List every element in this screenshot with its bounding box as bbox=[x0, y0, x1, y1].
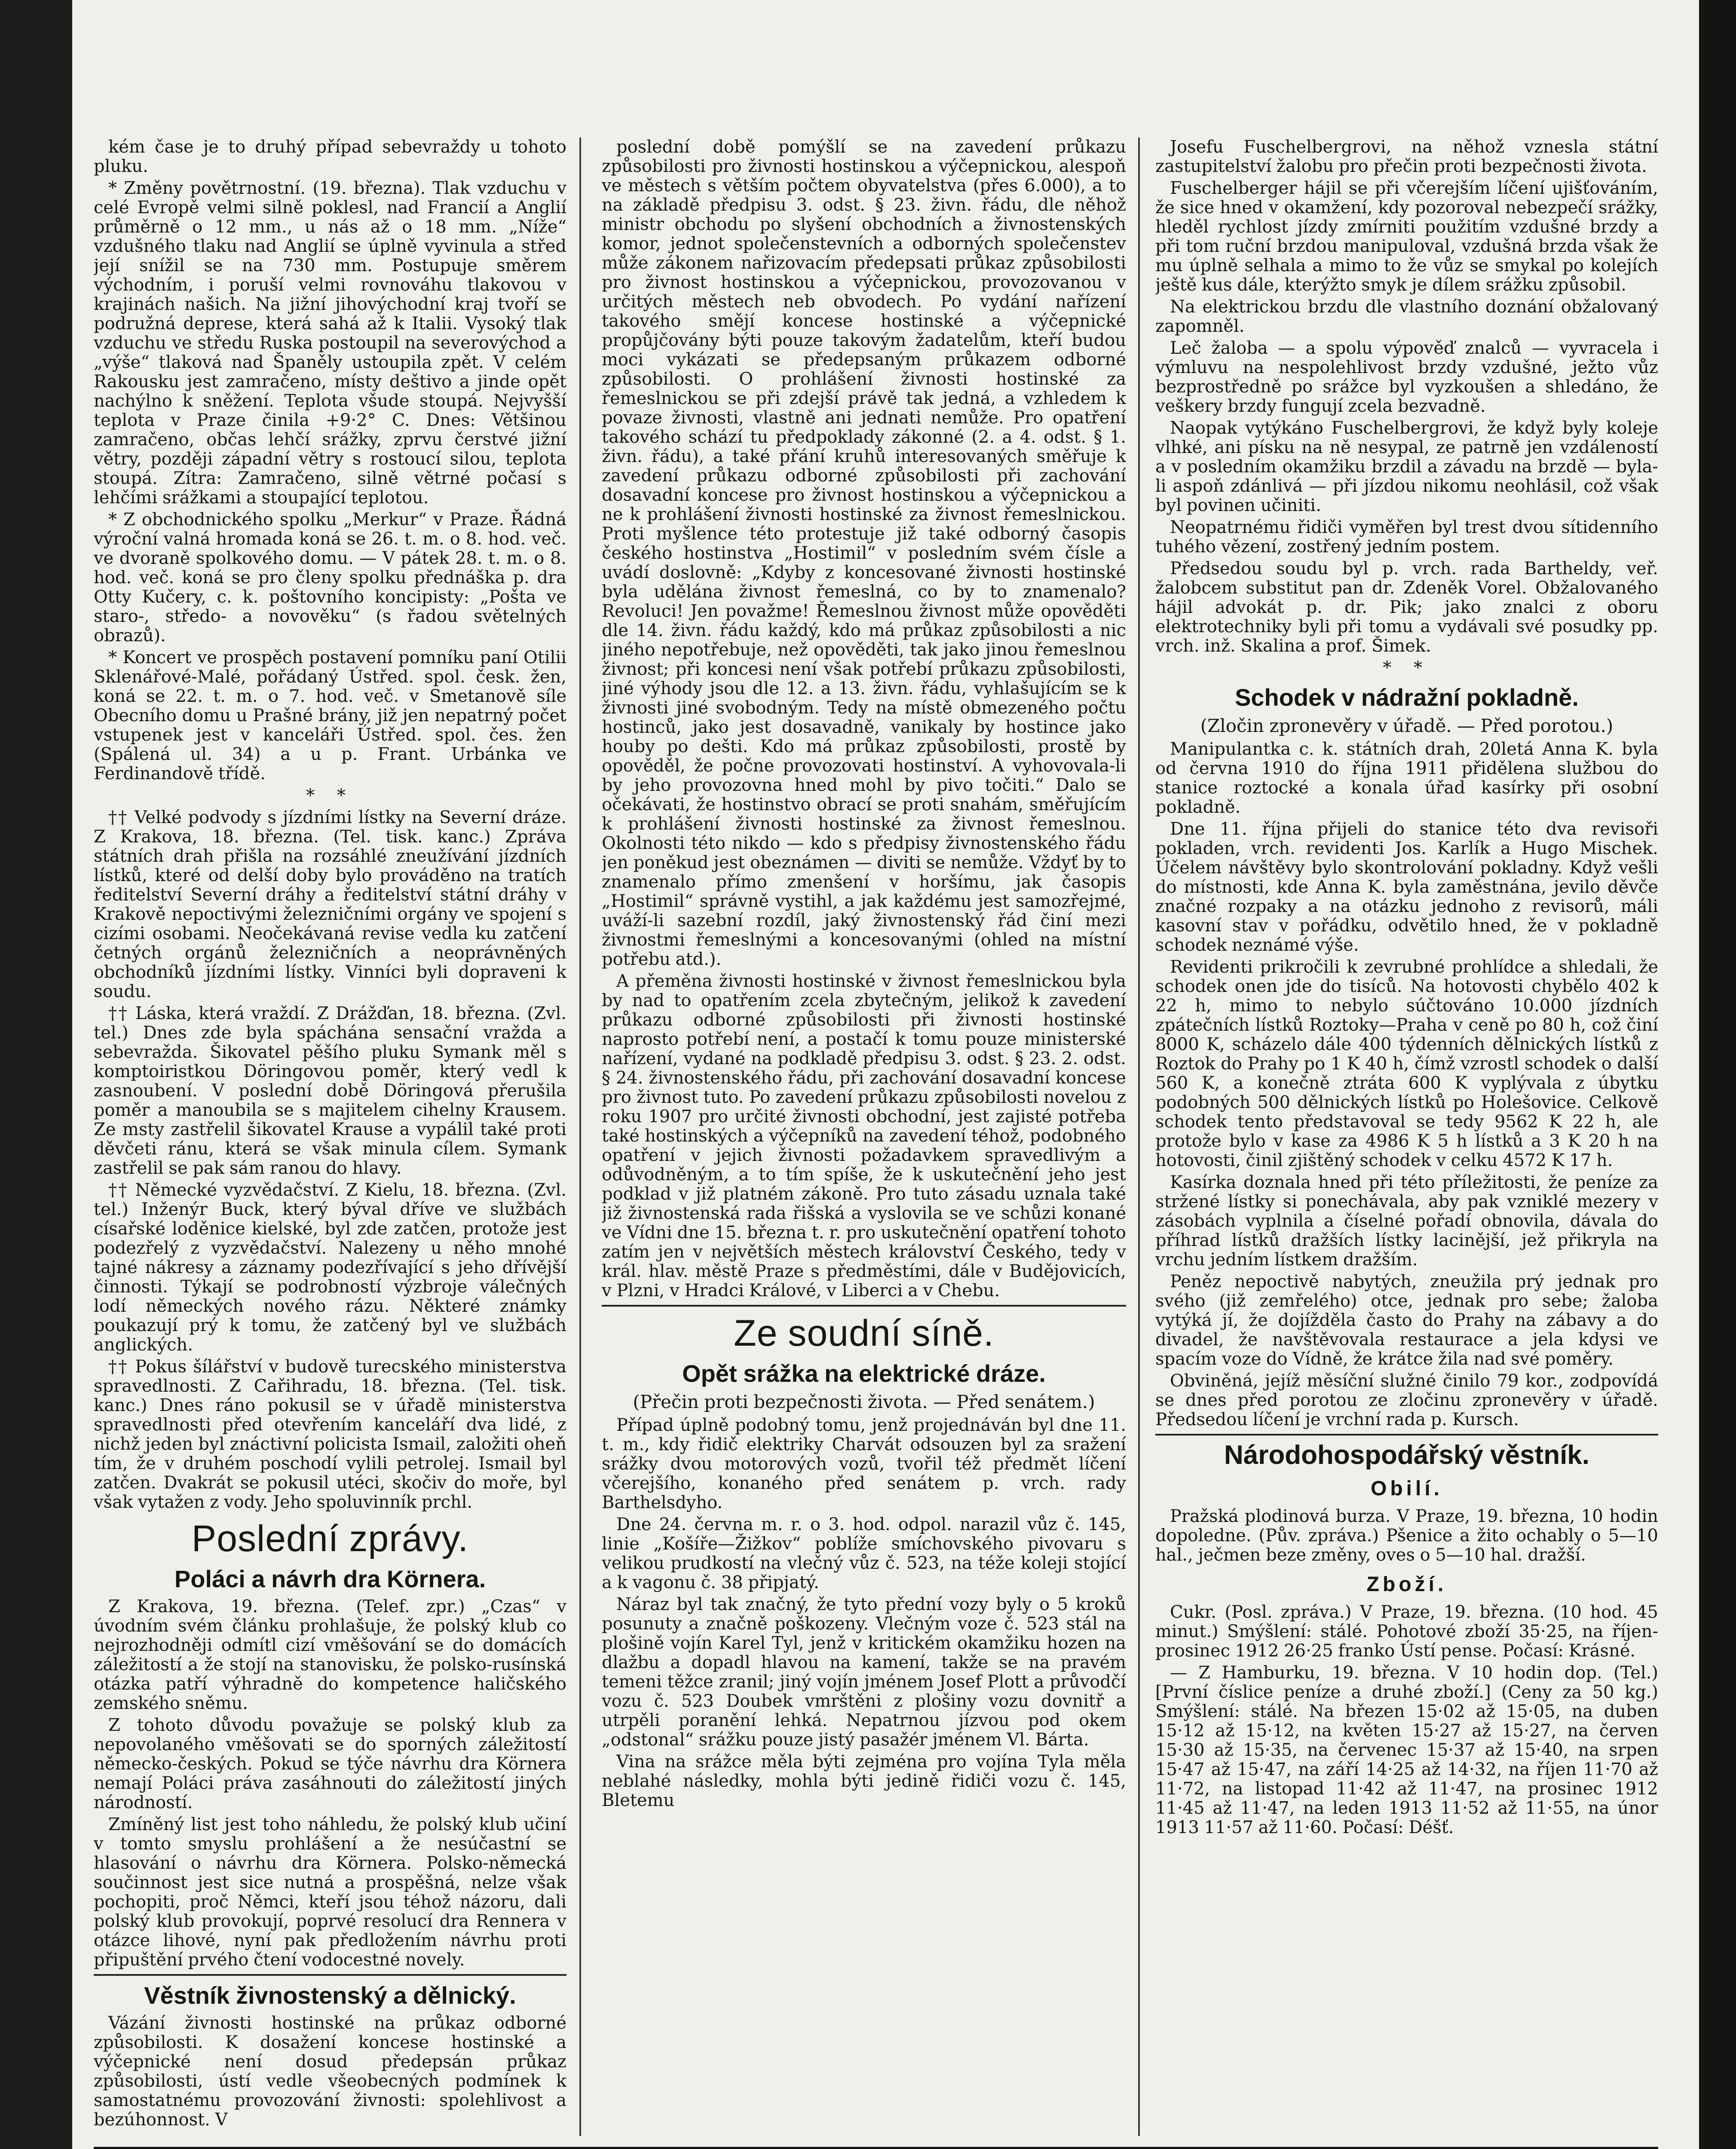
scan-edge bbox=[1699, 0, 1736, 2149]
article-istanbul: †† Pokus šílářství v budově turecského ministerstva spravedlnosti. Z Cařihradu, 18. března. (Tel. tisk. kanc.) Dnes ráno pokusil se v úřadě ministerstva spravedlnosti před otevřením kanceláří dva lidé, z nichž jeden byl znáctivní policista Ismail, založiti oheň tím, že v druhém poschodí vylili petrolej. Ismail byl zatčen. Dvakrát se pokusil utéci, skočiv do moře, byl však vytažen z vody. Jeho spoluvinník prchl. bbox=[94, 1357, 566, 1512]
newspaper-page bbox=[72, 0, 1699, 2149]
column-right bbox=[1155, 138, 1658, 2136]
heading-zbozi: Zboží. bbox=[1366, 1573, 1447, 1596]
heading-vestnik: Věstník živnostenský a dělnický. bbox=[144, 1982, 516, 2009]
article-text: kém čase je to druhý případ sebevraždy u tohoto pluku. bbox=[94, 138, 566, 176]
column-middle bbox=[602, 138, 1126, 2136]
heading-schodek: Schodek v nádražní pokladně. bbox=[1235, 684, 1579, 711]
article-text: Revidenti prikročili k zevrubné prohlídce a shledali, že schodek onen jde do tisíců. Na hotovosti chybělo 402 k 22 h, mimo to nebylo súčtováno 10.000 jízdních zpátečních lístků Roztoky—Praha v ceně po 80 h, což činí 8000 K, scházelo dále 400 týdenních dělnických lístků z Roztok do Prahy po 1 K 40 h, čímž vzrostl schodek o další 560 K, a konečně ztráta 600 K vyplývala z úbytku podobných 500 dělnických lístků po Holešovice. Celkově schodek tento představoval se tedy 9562 K 22 h, ale protože bylo v kase za 4986 K 5 h lístků a 3 K 20 h na hotovosti, činil zjištěný schodek v celku 4572 K 17 h. bbox=[1155, 957, 1658, 1170]
article-text: — Z Hamburku, 19. března. V 10 hodin dop. (Tel.) [První číslice peníze a druhé zboží.] (Ceny za 50 kg.) Smýšlení: stálé. Na březen 15·02 až 15·05, na duben 15·12 až 15·12, na květen 15·27 až 15·27, na červen 15·30 až 15·35, na červenec 15·37 až 15·40, na srpen 15·47 až 15·47, na září 14·25 až 14·32, na říjen 11·70 až 11·72, na listopad 11·42 až 11·47, na prosinec 1912 11·45 až 11·47, na leden 1913 11·52 až 11·55, na únor 1913 11·57 až 11·60. Počasí: Déšť. bbox=[1155, 1663, 1658, 1837]
article-text: Dne 24. června m. r. o 3. hod. odpol. narazil vůz č. 145, linie „Košíře—Žižkov“ poblíže smíchovského pivovaru s velikou prudkostí na vlečný vůz č. 523, na téže koleji stojící a k vagonu č. 38 připjatý. bbox=[602, 1515, 1126, 1592]
subheading: (Přečin proti bezpečnosti života. — Před senátem.) bbox=[633, 1391, 1095, 1412]
article-text: Neopatrnému řidiči vyměřen byl trest dvou sítidenního tuhého vězení, zostřený jedním postem. bbox=[1155, 517, 1658, 557]
column-left bbox=[94, 138, 566, 2136]
heading-obili: Obilí. bbox=[1371, 1477, 1443, 1500]
article-text: Fuschelberger hájil se při včerejším líčení ujišťováním, že sice hned v okamžení, kdy pozoroval nebezpečí srážky, hleděl rychlost jízdy zmírniti použitím vzdušné brzdy a při tom ruční brzdou manipuloval, vzdušná brzda však že mu úplně selhala a mimo to že vůz se smykal po kolejích ještě kus dále, kterýžto smyk je dílem srážku způsobil. bbox=[1155, 178, 1658, 295]
article-text: Naopak vytýkáno Fuschelbergrovi, že když byly koleje vlhké, ani písku na ně nesypal, ze patrně jen vzdáleností a v posledním okamžiku brzdil a závadu na brzdě — byla-li aspoň zdánlivá — při jízdou nikomu neohlásil, což však byl povinen učiniti. bbox=[1155, 418, 1658, 515]
article-text: Leč žaloba — a spolu výpověď znalců — vyvracela i výmluvu na nespolehlivost brzdy vzdušné, ježto vůz bezprostředně po srážce byl vyzkoušen a shledáno, že veškery brzdy fungují zcela bezvadně. bbox=[1155, 338, 1658, 416]
article-text: Pražská plodinová burza. V Praze, 19. března, 10 hodin dopoledne. (Pův. zpráva.) Pšenice a žito ochably o 5—10 hal., ječmen beze změny, oves o 5—10 hal. dražší. bbox=[1155, 1506, 1658, 1565]
article-text: Vina na srážce měla býti zejména pro vojína Tyla měla neblahé následky, mohla býti jedině řidiči vozu č. 145, Bletemu bbox=[602, 1752, 1126, 1810]
heading-narodohospodarsky: Národohospodářský věstník. bbox=[1224, 1440, 1590, 1470]
article-weather: * Změny povětrnostní. (19. března). Tlak vzduchu v celé Evropě velmi silně poklesl, nad Francií a Anglií průměrně o 12 mm., u nás až o 18 mm. „Níže“ vzdušného tlaku nad Anglií se úplně vyvinula a střed její snížil se na 730 mm. Postupuje směrem východním, i poruší velmi rovnováhu tlakovou v krajinách našich. Na jižní jihovýchodní kraj tvoří se podružná deprese, která sahá až k Italii. Vysoký tlak vzduchu ve středu Ruska postoupil na severovýchod a „výše“ tlaková nad Španěly ustoupila zpět. V celém Rakousku jest zamračeno, místy deštivo a jinde opět nachýlno k sněžení. Teplota všude stoupá. Nejvyšší teplota v Praze činila +9·2° C. Dnes: Většinou zamračeno, občas lehčí srážky, zprvu čerstvé jižní větry, později západní větry s rostoucí silou, teplota stoupá. Zítra: Zamračeno, silně větrné počasí s lehčími srážkami a stoupající teplotou. bbox=[94, 178, 566, 508]
divider bbox=[94, 1974, 566, 1976]
separator: * * bbox=[306, 786, 354, 805]
article-text: Na elektrickou brzdu dle vlastního doznání obžalovaný zapomněl. bbox=[1155, 297, 1658, 336]
article-text: Cukr. (Posl. zpráva.) V Praze, 19. března. (10 hod. 45 minut.) Smýšlení: stálé. Pohotové zboží 35·25, na říjen-prosinec 1912 26·25 franko Ústí pense. Počasí: Krásné. bbox=[1155, 1602, 1658, 1661]
heading-soudni-sin: Ze soudní síně. bbox=[734, 1313, 994, 1354]
subheading: (Zločin zpronevěry v úřadě. — Před porotou.) bbox=[1200, 715, 1614, 736]
divider bbox=[602, 1305, 1126, 1307]
column-divider bbox=[1138, 138, 1140, 2136]
article-text: Zmíněný list jest toho náhledu, že polský klub učiní v tomto smyslu prohlášení a že nesúčastní se hlasování o návrhu dra Körnera. Polsko-německá součinnost jest sice nutná a prospěšná, nelze však pochopiti, proč Němci, kteří jsou téhož názoru, dali polský klub provokují, poprvé resolucí dra Rennera v otázce lihové, nyní pak předložením návrhu proti připuštění prvého čtení vodocestné novely. bbox=[94, 1815, 566, 1970]
article-text: Manipulantka c. k. státních drah, 20letá Anna K. byla od června 1910 do října 1911 přidělena službou do stanice roztocké a konala úřad kasírky při osobní pokladně. bbox=[1155, 739, 1658, 817]
advertisement bbox=[94, 2147, 1658, 2149]
article-text: Případ úplně podobný tomu, jenž projednáván byl dne 11. t. m., kdy řidič elektriky Charvát odsouzen byl za sražení srážky dvou motorových vozů, tvořil též předmět líčení včerejšího, konaného před senátem p. vrch. rady Barthelsdyho. bbox=[602, 1415, 1126, 1512]
article-text: poslední době pomýšlí se na zavedení průkazu způsobilosti pro živnosti hostinskou a výčepnickou, alespoň ve městech s větším počtem obyvatelstva (přes 6.000), a to na základě předpisu 3. odst. § 23. živn. řádu, dle něhož ministr obchodu po slyšení obchodních a živnostenských komor, jednot společenstevních a odborných společenstev může zákonem nařizovacím předepsati průkaz způsobilosti pro živnost hostinskou a výčepnickou, provozovanou v určitých městech neb obvodech. Po vydání nařízení takového smějí koncese hostinské a výčepnické propůjčovány býti pouze takovým žadatelům, kteří budou moci vykázati se předepsaným průkazem odborné způsobilosti. O prohlášení živnosti hostinské za řemeslnickou se při zdejší právě tak jedná, a vzhledem k povaze živnosti, vlastně ani jednati nemůže. Pro opatření takového schází tu předpoklady zákonné (2. a 4. odst. § 1. živn. řádu), a také přání kruhů interesovaných směřuje k zavedení průkazu odborné způsobilosti při zachování dosavadní koncese pro živnost hostinskou a výčepnickou a ne k prohlášení živnosti hostinské za živnost řemeslnickou. Proti myšlence této protestuje již také odborný časopis českého hostinstva „Hostimil“ v posledním svém čísle a uvádí doslovně: „Kdyby z koncesované živnosti hostinské byla udělána živnost řemeslná, co by to znamenalo? Revoluci! Jen považme! Řemeslnou živnost může opověděti dle 14. živn. řádu každý, kdo má průkaz způsobilosti a nic jiného nepotřebuje, než opověděti, tak jako jinou řemeslnou živnost; při koncesi není však potřebí průkazu způsobilosti, jiné výhody jsou dle 12. a 13. živn. řádu, vyhlašujícím se k živnosti jiné svobodným. Tedy na místě obmezeného počtu hostinců, jako jest dosavadně, vanikaly by hostince jako houby po dešti. Kdo má průkaz způsobilosti, prostě by opověděl, že počne provozovati hostinství. A vyhovovala-li by jeho provozovna hned mohl by pivo točiti.“ Dalo se očekávati, že hostinstvo obrací se proti snahám, směřujícím k prohlášení živnosti hostinské za živnost řemeslnou. Okolnosti této nikdo — kdo s předpisy živnostenského řádu jen poněkud jest obeznámen — diviti se nemůže. Vždyť by to znamenalo přímo zmenšení v horšímu, jak časopis „Hostimil“ správně vystihl, a jak každému jest samozřejmé, uváží-li sazební rozdíl, jaký živnostenský řád činí mezi živnostmi řemeslnými a koncesovanými (ohled na místní potřebu atd.). bbox=[602, 138, 1126, 969]
heading-srazka: Opět srážka na elektrické dráze. bbox=[682, 1360, 1046, 1387]
divider bbox=[1155, 1434, 1658, 1436]
article-text: Náraz byl tak značný, že tyto přední vozy byly o 5 kroků posunuty a značně poškozeny. Vlečným voze č. 523 stál na plošině vojín Karel Tyl, jenž v kritickém okamžiku hozen na dlažbu a dopadl hlavou na kamení, takže se na pravém temeni těžce zranil; jiný vojín jménem Josef Plott a průvodčí vozu č. 523 Doubek vmrštěni z plošiny vozu dovnitř a utrpěli poranění lehká. Nepatrnou jízvou pod okem „odstonal“ srážku pouze jistý pasažér jménem Vl. Bárta. bbox=[602, 1595, 1126, 1750]
article-text: Obviněná, jejíž měsíční služné činilo 79 kor., zodpovídá se dnes před porotou ze zločinu zpronevěry v úřadě. Předsedou líčení je vrchní rada p. Kursch. bbox=[1155, 1371, 1658, 1430]
article-text: A přeměna živnosti hostinské v živnost řemeslnickou byla by nad to opatřením zcela zbytečným, jelikož k zavedení průkazu odborné způsobilosti při živnosti hostinské naprosto potřebí není, a postačí k tomu pouze ministerské nařízení, vydané na podkladě předpisu 3. odst. § 23. 2. odst. § 24. živnostenského řádu, při zachování dosavadní koncese pro živnost tuto. Po zavedení průkazu způsobilosti novelou z roku 1907 pro určité živnosti obchodní, jest zajisté potřeba také hostinských a výčepníků na zavedení téhož, podobného opatření v jejich živnosti požadavkem spravedlivým a odůvodněným, a to tím spíše, že k uskutečnění jeho jest podklad v již platném zákoně. Pro tuto zásadu uznala také již živnostenská rada řišská a vyslovila se ve schůzi konané ve Vídni dne 15. března t. r. pro uskutečnění opatření tohoto zatím jen v největších městech království Českého, tedy v král. hlav. městě Praze s předměstími, dále v Budějovicích, v Plzni, v Hradci Králové, v Liberci a v Chebu. bbox=[602, 971, 1126, 1301]
article-text: Dne 11. října přijeli do stanice této dva revisoři pokladen, vrch. revidenti Jos. Karlík a Hugo Mischek. Účelem návštěvy bylo skontrolování pokladny. Když vešli do místnosti, kde Anna K. byla zaměstnána, jevilo děvče značné rozpaky a na otázku jednoho z revisorů, máli kasovní stav v pořádku, odvětilo hned, že v pokladně schodek neznámé výše. bbox=[1155, 819, 1658, 955]
article-dresden: †† Láska, která vraždí. Z Drážďan, 18. března. (Zvl. tel.) Dnes zde byla spáchána sensační vražda a sebevražda. Šikovatel pěšího pluku Symank měl s komptoiristkou Döringovou poměr, který vedl k zasnoubení. V poslední době Döringová přerušila poměr a manoubila se s majitelem cihelny Krausem. Ze msty zastřelil šikovatel Krause a vypálil také proti děvčeti ránu, která se však minula cílem. Symank zastřelil se pak sám ranou do hlavy. bbox=[94, 1004, 566, 1178]
column-divider bbox=[579, 138, 581, 2136]
article-krakow: Z Krakova, 19. března. (Telef. zpr.) „Czas“ v úvodním svém článku prohlašuje, že polský klub co nejrozhodněji odmítl cizí vměšování se do domácích záležitostí a že stojí na stanovisku, že polsko-rusínská otázka patří výhradně do kompetence haličského zemského sněmu. bbox=[94, 1597, 566, 1713]
article-tickets: †† Velké podvody s jízdními lístky na Severní dráze. Z Krakova, 18. března. (Tel. tisk. kanc.) Zpráva státních drah přišla na rozsáhlé zneužívání jízdních lístků, které od delší doby bylo prováděno na tratích ředitelství Severní dráhy a ředitelství státní dráhy v Krakově nepoctivými železničními orgány ve spojení s cizími osobami. Neočekávaná revise vedla ku zatčení četných orgánů železničních a neoprávněných obchodníků jízdními lístky. Vinníci byli dopraveni k soudu. bbox=[94, 808, 566, 1001]
article-merkur: * Z obchodnického spolku „Merkur“ v Praze. Řádná výroční valná hromada koná se 26. t. m. o 8. hod. več. ve dvoraně spolkového domu. — V pátek 28. t. m. o 8. hod. več. koná se pro členy spolku přednáška p. dra Otty Kučery, c. k. poštovního koncipisty: „Pošta ve staro-, středo- a novověku“ (s řadou světelných obrazů). bbox=[94, 510, 566, 646]
article-text: Peněz nepoctivě nabytých, zneužila prý jednak pro svého (již zemřelého) otce, jednak pro sebe; žaloba vytýká jí, že dojížděla často do Prahy na zábavy a do divadel, že navštěvovala restaurace a jela kdysi ve spacím voze do Vídně, že krátce žila nad své poměry. bbox=[1155, 1272, 1658, 1369]
article-hostinska: Vázání živnosti hostinské na průkaz odborné způsobilosti. K dosažení koncese hostinské a výčepnické není dosud předepsán průkaz způsobilosti, ústí vedle všeobecných podmínek k samostatnému provozování živnosti: spolehlivost a bezúhonnost. V bbox=[94, 2013, 566, 2130]
article-text: Josefu Fuschelbergrovi, na něhož vznesla státní zastupitelství žalobu pro přečin proti bezpečnosti života. bbox=[1155, 138, 1658, 176]
heading-polaci: Poláci a návrh dra Körnera. bbox=[174, 1565, 486, 1592]
separator: * * bbox=[1383, 658, 1431, 678]
article-text: Kasírka doznala hned při této příležitosti, že peníze za stržené lístky si ponechávala, aby pak vzniklé mezery v zásobách vyplnila a číselné pořadí obnovila, dávala do příhrad lístků dražších lístky lacinější, jež přikryla na vrchu jedním lístkem dražším. bbox=[1155, 1172, 1658, 1270]
article-concert: * Koncert ve prospěch postavení pomníku paní Otilii Sklenářové-Malé, pořádaný Ústřed. spol. česk. žen, koná se 22. t. m. o 7. hod. več. v Smetanově síle Obecního domu u Prašné brány, již jen nepatrný počet vstupenek jest v kanceláři Ústřed. spol. čes. žen (Spálená ul. 34) a u p. Frant. Urbánka ve Ferdinandově třídě. bbox=[94, 648, 566, 784]
article-text: Z tohoto důvodu považuje se polský klub za nepovolaného vměšovati se do sporných záležitostí německo-českých. Pokud se týče návrhu dra Körnera nemají Poláci práva zasáhnouti do záležitostí jiných národností. bbox=[94, 1715, 566, 1812]
heading-posledni-zpravy: Poslední zprávy. bbox=[191, 1518, 469, 1559]
article-kiel: †† Německé vyzvědačství. Z Kielu, 18. března. (Zvl. tel.) Inženýr Buck, který býval dříve ve službách císařské loděnice kielské, byl zde zatčen, protože jest podezřelý z vyzvědačství. Nalezeny u něho mnohé tajné nákresy a záznamy podezřívající s jeho dřívější činnosti. Týkají se podrobností výzbroje válečných lodí německých nového rázu. Některé známky poukazují prý k tomu, že zatčený byl ve službách anglických. bbox=[94, 1180, 566, 1355]
article-text: Předsedou soudu byl p. vrch. rada Bartheldy, veř. žalobcem substitut pan dr. Zdeněk Vorel. Obžalovaného hájil advokát p. dr. Pik; jako znalci z oboru elektrotechniky byli při tomu a vydávali své posudky pp. vrch. inž. Skalina a prof. Šimek. bbox=[1155, 559, 1658, 656]
